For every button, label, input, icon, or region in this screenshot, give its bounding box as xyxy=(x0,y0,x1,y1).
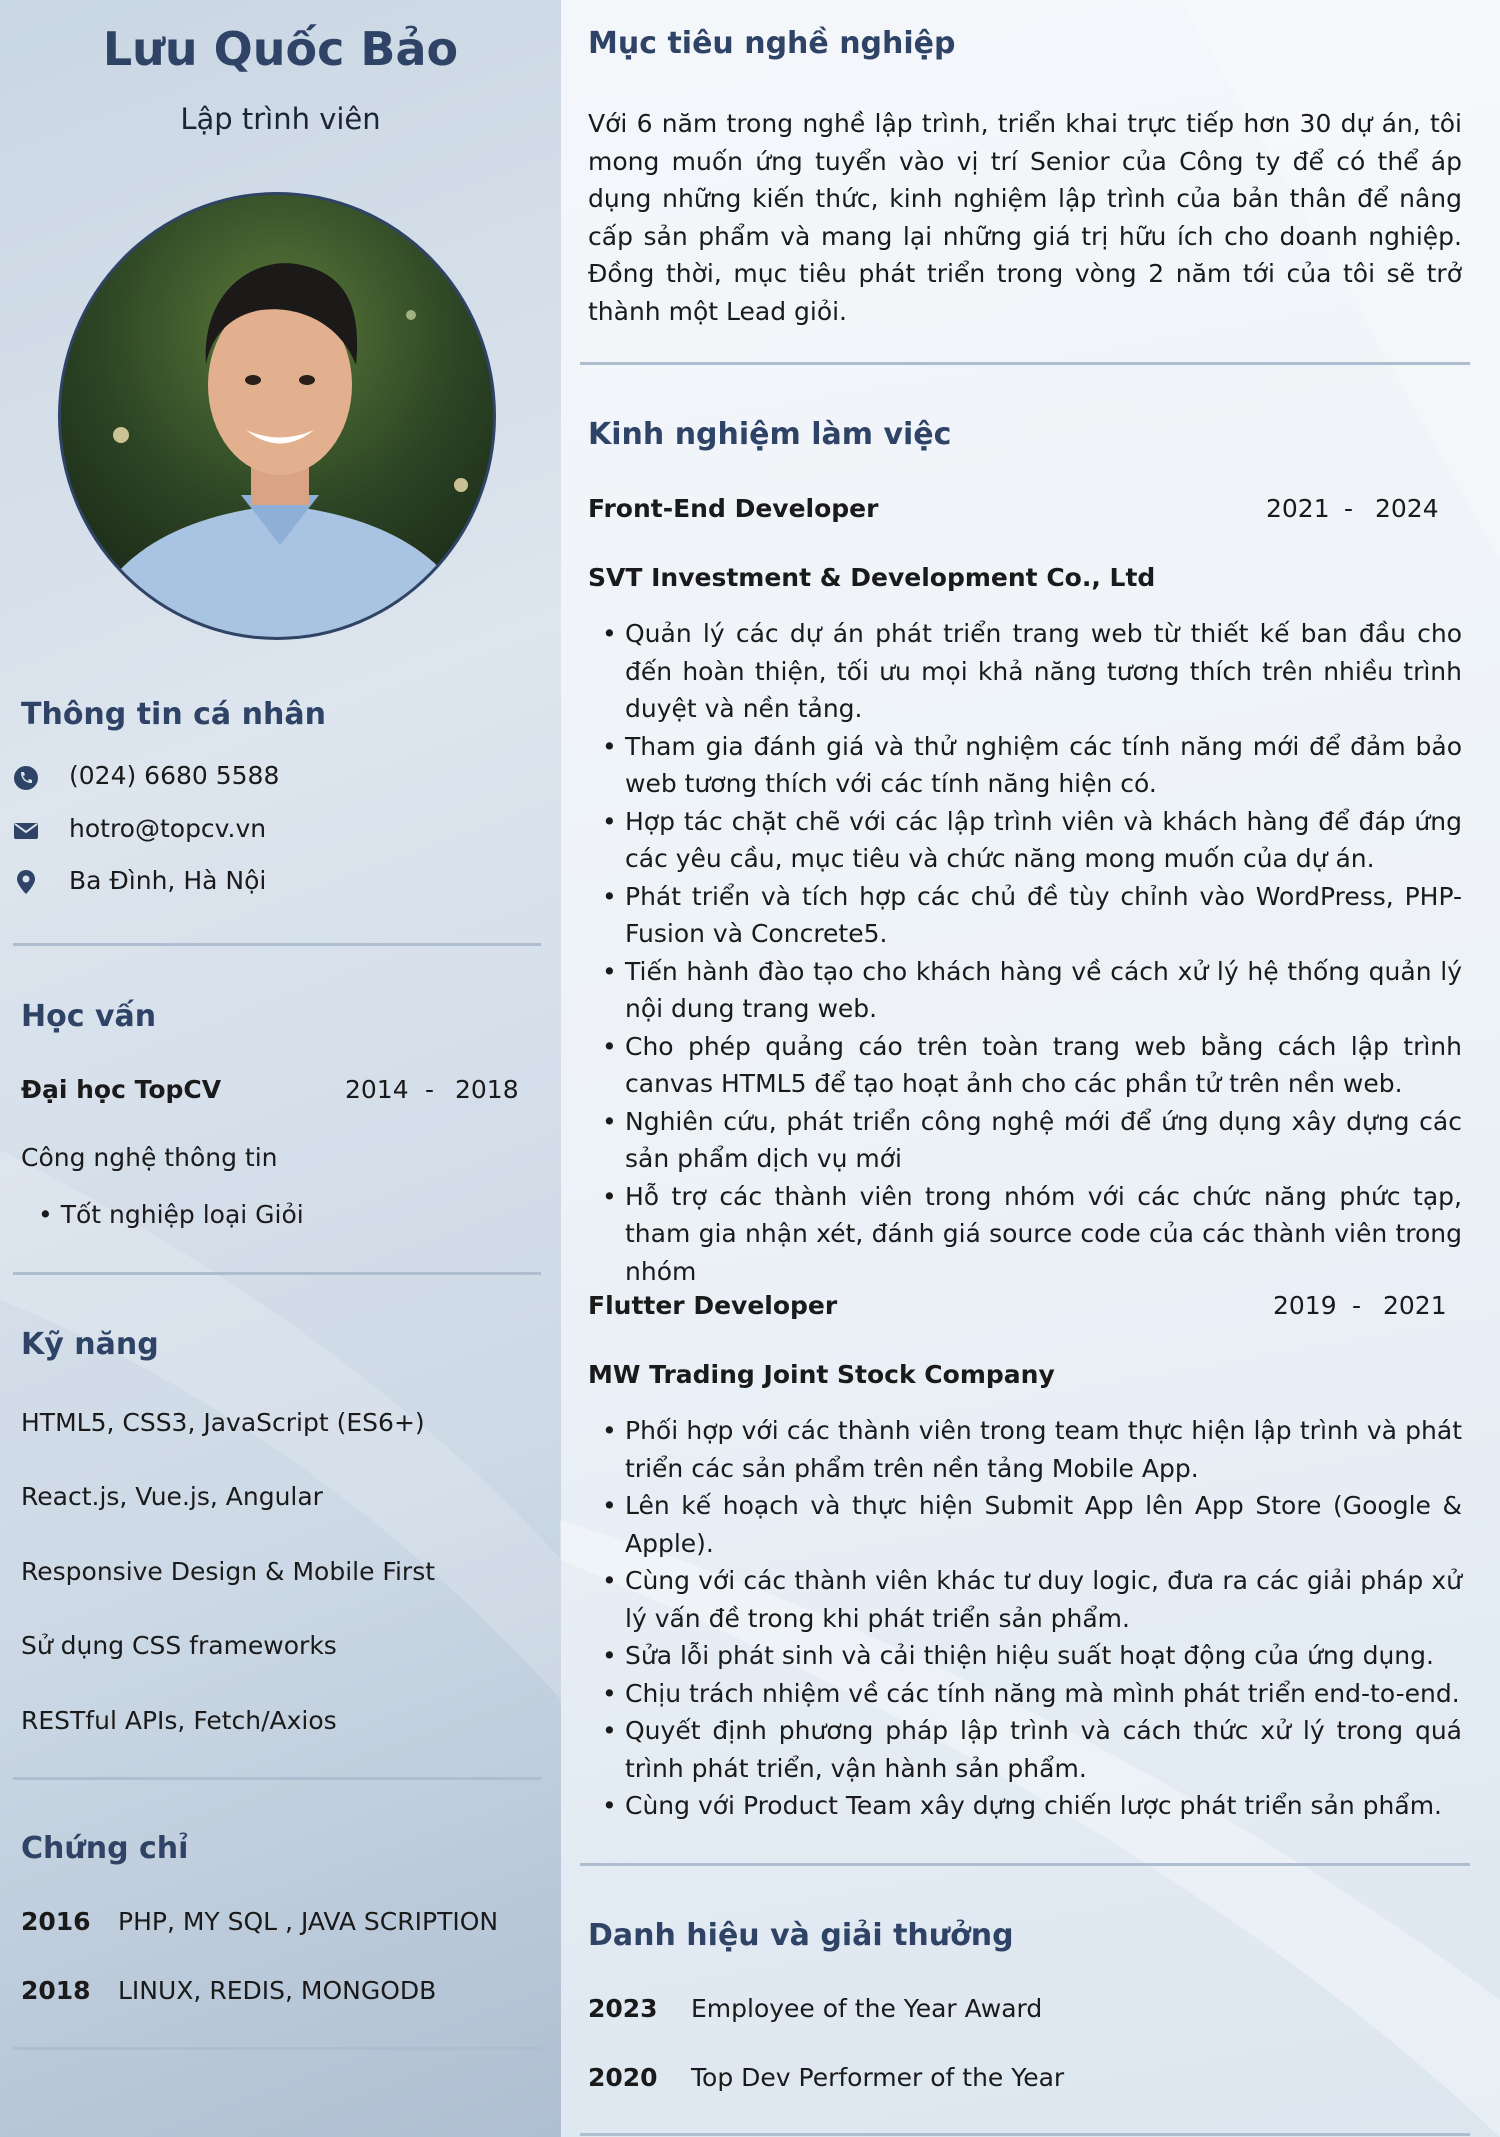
job-date-dash: - xyxy=(1352,1291,1362,1320)
objective-title: Mục tiêu nghề nghiệp xyxy=(588,26,956,61)
list-item: • Quyết định phương pháp lập trình và cách thức xử lý trong quá trình phát triển, vận hành sản phẩm. xyxy=(600,1712,1462,1787)
address: Ba Đình, Hà Nội xyxy=(69,866,267,895)
skill-item: Responsive Design & Mobile First xyxy=(21,1557,436,1586)
list-item: • Sửa lỗi phát sinh và cải thiện hiệu suất hoạt động của ứng dụng. xyxy=(600,1637,1462,1675)
skills-title: Kỹ năng xyxy=(21,1327,159,1362)
job-start-year: 2019 xyxy=(1273,1291,1337,1320)
candidate-role: Lập trình viên xyxy=(180,102,381,136)
divider xyxy=(13,1272,541,1275)
profile-photo xyxy=(58,192,496,640)
list-item: • Phát triển và tích hợp các chủ đề tùy chỉnh vào WordPress, PHP-Fusion và Concrete5. xyxy=(600,878,1462,953)
job-date-dash: - xyxy=(1344,494,1354,523)
award-year: 2023 xyxy=(588,1994,658,2023)
list-item: • Phối hợp với các thành viên trong team thực hiện lập trình và phát triển các sản phẩm trên nền tảng Mobile App. xyxy=(600,1412,1462,1487)
certificates-title: Chứng chỉ xyxy=(21,1831,189,1866)
divider xyxy=(13,943,541,946)
school-name: Đại học TopCV xyxy=(21,1075,222,1104)
phone-number: (024) 6680 5588 xyxy=(69,761,280,790)
list-item: • Quản lý các dự án phát triển trang web từ thiết kế ban đầu cho đến hoàn thiện, tối ưu mọi khả năng tương thích trên nhiều trình duyệt và nền tảng. xyxy=(600,615,1462,728)
education-detail: Tốt nghiệp loại Giỏi xyxy=(60,1200,304,1229)
job-end-year: 2024 xyxy=(1375,494,1439,523)
job-company: SVT Investment & Development Co., Ltd xyxy=(588,563,1156,592)
skill-item: RESTful APIs, Fetch/Axios xyxy=(21,1706,337,1735)
list-item: • Tham gia đánh giá và thử nghiệm các tính năng mới để đảm bảo web tương thích với các tính năng hiện có. xyxy=(600,728,1462,803)
education-title: Học vấn xyxy=(21,999,157,1034)
job-end-year: 2021 xyxy=(1383,1291,1447,1320)
skill-item: Sử dụng CSS frameworks xyxy=(21,1631,337,1660)
personal-info-title: Thông tin cá nhân xyxy=(21,697,326,732)
job-company: MW Trading Joint Stock Company xyxy=(588,1360,1055,1389)
list-item: • Cho phép quảng cáo trên toàn trang web bằng cách lập trình canvas HTML5 để tạo hoạt ảnh cho các phần tử trên nền web. xyxy=(600,1028,1462,1103)
divider xyxy=(580,362,1470,365)
certificate-name: PHP, MY SQL , JAVA SCRIPTION xyxy=(118,1907,499,1936)
award-year: 2020 xyxy=(588,2063,658,2092)
skill-item: React.js, Vue.js, Angular xyxy=(21,1482,323,1511)
job-position: Front-End Developer xyxy=(588,494,879,523)
phone-icon xyxy=(13,765,39,791)
list-item: • Chịu trách nhiệm về các tính năng mà mình phát triển end-to-end. xyxy=(600,1675,1462,1713)
profile-photo-image xyxy=(61,195,496,640)
location-icon xyxy=(13,869,39,895)
education-start-year: 2014 xyxy=(345,1075,409,1104)
certificate-name: LINUX, REDIS, MONGODB xyxy=(118,1976,437,2005)
education-major: Công nghệ thông tin xyxy=(21,1143,278,1172)
list-item: • Cùng với các thành viên khác tư duy logic, đưa ra các giải pháp xử lý vấn đề trong khi phát triển sản phẩm. xyxy=(600,1562,1462,1637)
job-position: Flutter Developer xyxy=(588,1291,838,1320)
candidate-name: Lưu Quốc Bảo xyxy=(102,22,459,76)
education-detail-bullet: • Tốt nghiệp loại Giỏi xyxy=(38,1200,304,1229)
list-item: • Tiến hành đào tạo cho khách hàng về cách xử lý hệ thống quản lý nội dung trang web. xyxy=(600,953,1462,1028)
divider xyxy=(580,1863,1470,1866)
certificate-year: 2016 xyxy=(21,1907,91,1936)
job-responsibilities xyxy=(600,615,1462,1290)
divider xyxy=(13,1777,541,1780)
award-name: Top Dev Performer of the Year xyxy=(691,2063,1065,2092)
email-icon xyxy=(13,818,39,844)
awards-title: Danh hiệu và giải thưởng xyxy=(588,1918,1014,1953)
divider xyxy=(580,2133,1470,2136)
list-item: • Hợp tác chặt chẽ với các lập trình viên và khách hàng để đáp ứng các yêu cầu, mục tiêu và chức năng mong muốn của dự án. xyxy=(600,803,1462,878)
list-item: • Hỗ trợ các thành viên trong nhóm với các chức năng phức tạp, tham gia nhận xét, đánh giá source code của các thành viên trong nhóm xyxy=(600,1178,1462,1291)
list-item: • Lên kế hoạch và thực hiện Submit App lên App Store (Google & Apple). xyxy=(600,1487,1462,1562)
award-name: Employee of the Year Award xyxy=(691,1994,1043,2023)
list-item: • Cùng với Product Team xây dựng chiến lược phát triển sản phẩm. xyxy=(600,1787,1462,1825)
skill-item: HTML5, CSS3, JavaScript (ES6+) xyxy=(21,1408,425,1437)
job-start-year: 2021 xyxy=(1266,494,1330,523)
objective-text: Với 6 năm trong nghề lập trình, triển khai trực tiếp hơn 30 dự án, tôi mong muốn ứng tuyển vào vị trí Senior của Công ty để có thể áp dụng những kiến thức, kinh nghiệm lập trình của bản thân để nâng cấp sản phẩm và mang lại những giá trị hữu ích cho doanh nghiệp. Đồng thời, mục tiêu phát triển trong vòng 2 năm tới của tôi sẽ trở thành một Lead giỏi. xyxy=(588,109,1462,326)
education-end-year: 2018 xyxy=(455,1075,519,1104)
divider xyxy=(13,2047,541,2050)
job-responsibilities xyxy=(600,1412,1462,1825)
email-address: hotro@topcv.vn xyxy=(69,814,267,843)
experience-title: Kinh nghiệm làm việc xyxy=(588,417,952,452)
certificate-year: 2018 xyxy=(21,1976,91,2005)
education-dash: - xyxy=(425,1075,435,1104)
list-item: • Nghiên cứu, phát triển công nghệ mới để ứng dụng xây dựng các sản phẩm dịch vụ mới xyxy=(600,1103,1462,1178)
